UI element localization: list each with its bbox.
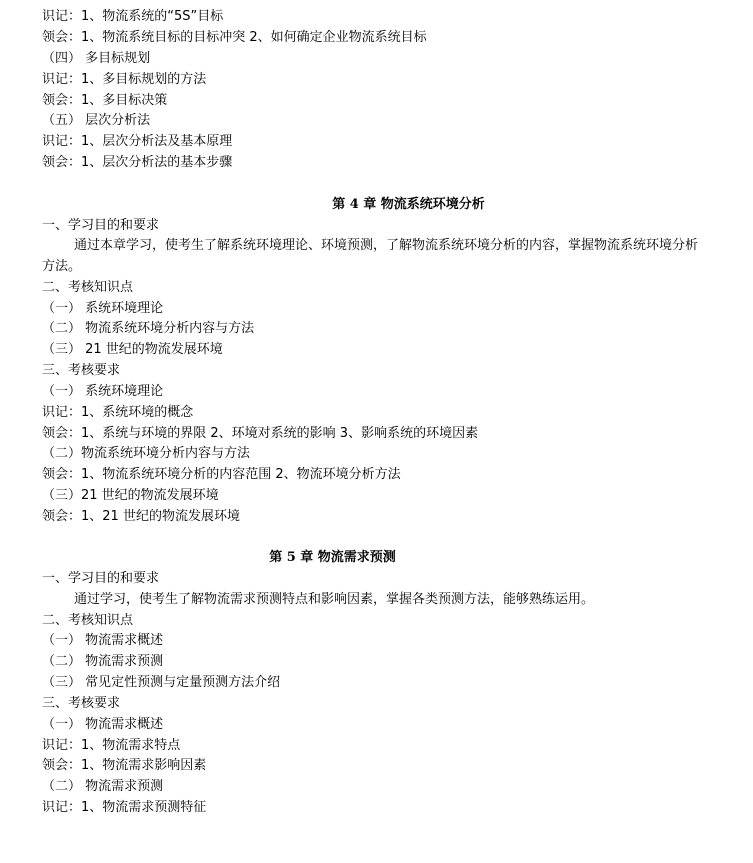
list-item: 识记：1、物流需求预测特征: [42, 800, 207, 815]
list-item: （二）物流系统环境分析内容与方法: [42, 446, 251, 461]
list-item: （一） 系统环境理论: [42, 301, 164, 316]
chapter-4-title: 第 4 章 物流系统环境分析: [332, 197, 485, 212]
text-line: 识记：1、多目标规划的方法: [42, 72, 207, 87]
text-line: 识记：1、层次分析法及基本原理: [42, 134, 233, 149]
list-item: 领会：1、21 世纪的物流发展环境: [42, 509, 240, 524]
list-item: （三） 21 世纪的物流发展环境: [42, 342, 223, 357]
list-item: （三）21 世纪的物流发展环境: [42, 488, 219, 503]
list-item: （二） 物流需求预测: [42, 654, 164, 669]
list-item: （一） 物流需求概述: [42, 633, 164, 648]
paragraph-line: 通过学习，使考生了解物流需求预测特点和影响因素，掌握各类预测方法，能够熟练运用。: [74, 592, 595, 607]
section-title: 二、考核知识点: [42, 280, 134, 295]
text-line: 领会：1、多目标决策: [42, 93, 168, 108]
section-title: 一、学习目的和要求: [42, 571, 160, 586]
text-line: （四） 多目标规划: [42, 51, 151, 66]
paragraph-line: 方法。: [42, 259, 82, 274]
list-item: （三） 常见定性预测与定量预测方法介绍: [42, 675, 281, 690]
chapter-5-title: 第 5 章 物流需求预测: [269, 550, 396, 565]
section-title: 三、考核要求: [42, 363, 121, 378]
section-title: 一、学习目的和要求: [42, 218, 160, 233]
list-item: 领会：1、物流系统环境分析的内容范围 2、物流环境分析方法: [42, 467, 401, 482]
text-line: （五） 层次分析法: [42, 113, 151, 128]
section-title: 三、考核要求: [42, 696, 121, 711]
text-line: 领会：1、物流系统目标的目标冲突 2、如何确定企业物流系统目标: [42, 30, 427, 45]
list-item: （二） 物流需求预测: [42, 779, 164, 794]
paragraph-line: 通过本章学习，使考生了解系统环境理论、环境预测，了解物流系统环境分析的内容，掌握物流系统环境分析: [74, 238, 699, 253]
section-title: 二、考核知识点: [42, 613, 134, 628]
list-item: 领会：1、系统与环境的界限 2、环境对系统的影响 3、影响系统的环境因素: [42, 426, 479, 441]
text-line: 识记：1、物流系统的“5S”目标: [42, 9, 224, 24]
list-item: 领会：1、物流需求影响因素: [42, 758, 207, 773]
list-item: 识记：1、系统环境的概念: [42, 405, 194, 420]
list-item: （二） 物流系统环境分析内容与方法: [42, 321, 255, 336]
list-item: 识记：1、物流需求特点: [42, 738, 181, 753]
list-item: （一） 系统环境理论: [42, 384, 164, 399]
list-item: （一） 物流需求概述: [42, 717, 164, 732]
text-line: 领会：1、层次分析法的基本步骤: [42, 155, 233, 170]
